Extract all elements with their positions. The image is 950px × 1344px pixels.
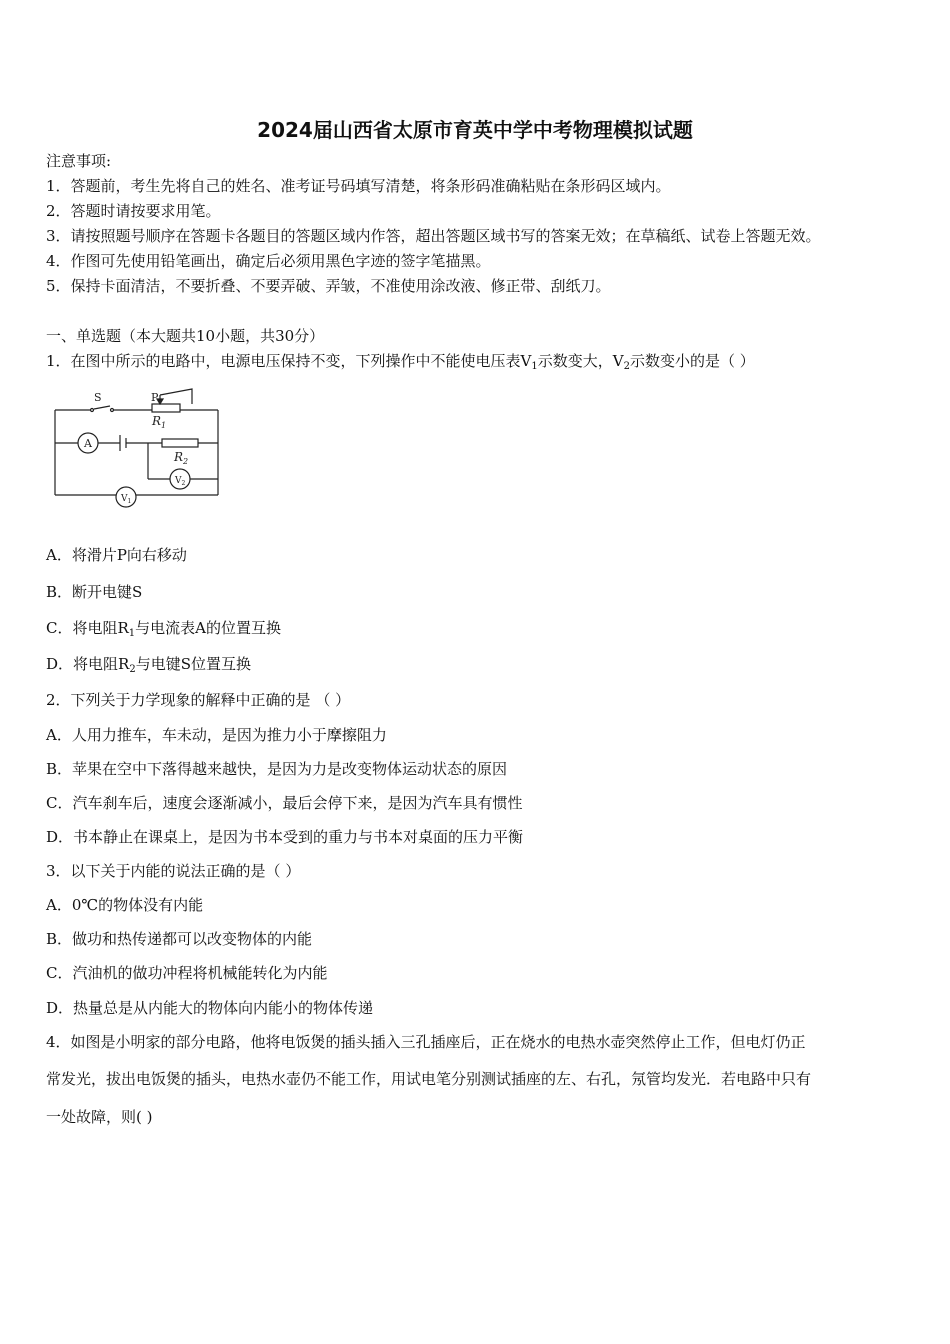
- option: C．汽油机的做功冲程将机械能转化为内能: [46, 964, 328, 982]
- option: A．人用力推车，车未动，是因为推力小于摩擦阻力: [46, 726, 387, 744]
- circuit-diagram: [50, 385, 230, 513]
- v1-label: $V_1$: [121, 494, 132, 505]
- question-2-stem: 2．下列关于力学现象的解释中正确的是 （ ）: [46, 691, 351, 709]
- option: B．苹果在空中下落得越来越快，是因为力是改变物体运动状态的原因: [46, 760, 508, 778]
- r2-label: $R_2$: [174, 450, 189, 466]
- question-4-stem: 常发光，拔出电饭煲的插头，电热水壶仍不能工作，用试电笔分别测试插座的左、右孔，氖管均发光．若电路中只有: [46, 1070, 812, 1088]
- notice-item: 5．保持卡面清洁，不要折叠、不要弄破、弄皱，不准使用涂改液、修正带、刮纸刀。: [46, 277, 611, 295]
- option: A．0℃的物体没有内能: [46, 896, 204, 914]
- option: B．断开电键S: [46, 583, 143, 601]
- page-title: 2024届山西省太原市育英中学中考物理模拟试题: [257, 118, 693, 142]
- switch-label: S: [94, 391, 102, 404]
- notice-item: 2．答题时请按要求用笔。: [46, 202, 221, 220]
- question-3-stem: 3．以下关于内能的说法正确的是（ ）: [46, 862, 301, 880]
- notice-heading: 注意事项:: [46, 152, 112, 170]
- ammeter-label: A: [84, 437, 92, 450]
- question-4-stem: 4．如图是小明家的部分电路，他将电饭煲的插头插入三孔插座后，正在烧水的电热水壶突然停止工作，但电灯仍正: [46, 1033, 806, 1051]
- notice-item: 4．作图可先使用铅笔画出，确定后必须用黑色字迹的签字笔描黑。: [46, 252, 491, 270]
- option: D．书本静止在课桌上，是因为书本受到的重力与书本对桌面的压力平衡: [46, 828, 524, 846]
- v2-label: $V_2$: [175, 476, 186, 487]
- option: C．将电阻$R_1$与电流表A的位置互换: [46, 619, 281, 639]
- question-4-stem: 一处故障，则( ): [46, 1108, 153, 1126]
- notice-item: 3．请按照题号顺序在答题卡各题目的答题区域内作答，超出答题区域书写的答案无效；在草稿纸、试卷上答题无效。: [46, 227, 821, 245]
- question-1-stem: 1．在图中所示的电路中，电源电压保持不变，下列操作中不能使电压表$V_1$示数变大，$V_2$示数变小的是（ ）: [46, 352, 755, 372]
- r1-label: $R_1$: [152, 414, 167, 430]
- option: B．做功和热传递都可以改变物体的内能: [46, 930, 313, 948]
- notice-item: 1．答题前，考生先将自己的姓名、准考证号码填写清楚，将条形码准确粘贴在条形码区域内。: [46, 177, 671, 195]
- option: C．汽车刹车后，速度会逐渐减小，最后会停下来，是因为汽车具有惯性: [46, 794, 523, 812]
- section-heading: 一、单选题（本大题共10小题，共30分）: [46, 327, 325, 345]
- option: D．将电阻$R_2$与电键S位置互换: [46, 655, 251, 675]
- slider-label: P: [151, 391, 159, 404]
- option: D．热量总是从内能大的物体向内能小的物体传递: [46, 999, 374, 1017]
- option: A．将滑片P向右移动: [46, 546, 187, 564]
